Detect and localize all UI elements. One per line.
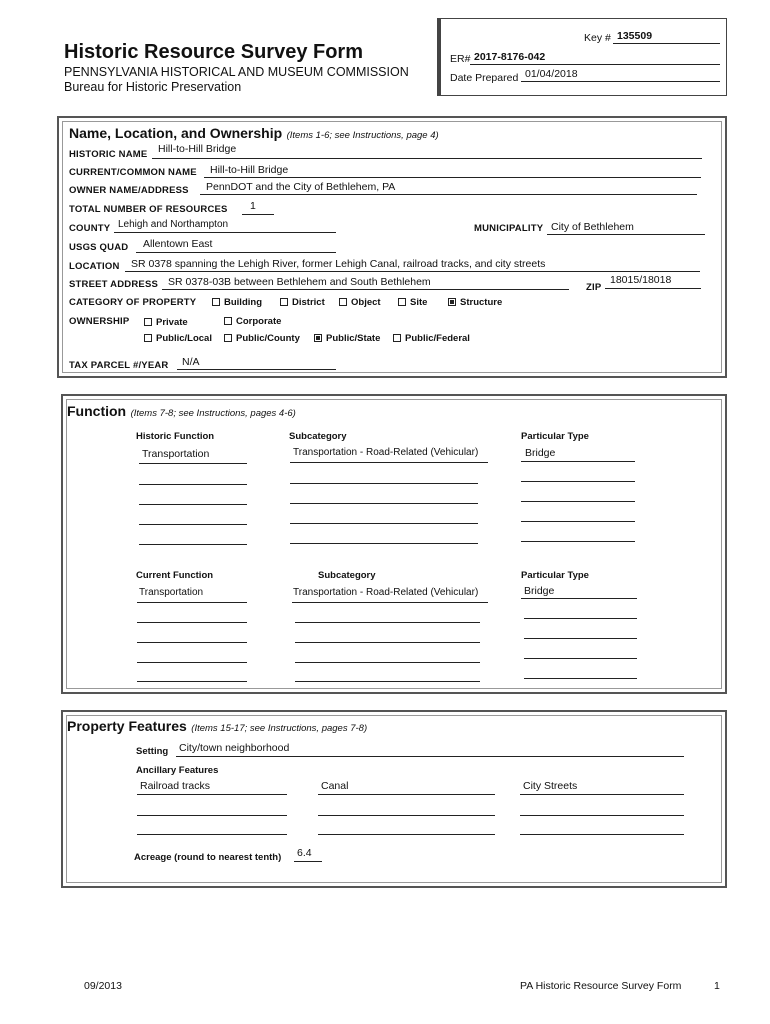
historic-subcategory-line — [290, 543, 478, 544]
function-section-title: Function — [67, 403, 127, 419]
acreage-label: Acreage (round to nearest tenth) — [134, 852, 282, 863]
category-building[interactable] — [212, 298, 262, 308]
name-section-note: (Items 1-6; see Instructions, page 4) — [286, 130, 439, 141]
historic-function-field[interactable]: Transportation — [142, 448, 210, 460]
acreage-field[interactable]: 6.4 — [297, 847, 312, 859]
er-label: ER# — [450, 53, 471, 65]
date-value: 01/04/2018 — [525, 68, 578, 80]
setting-line — [176, 756, 684, 757]
er-line — [470, 64, 720, 65]
category-label: CATEGORY OF PROPERTY — [69, 297, 197, 308]
current-type-field[interactable]: Bridge — [524, 585, 555, 597]
footer-date: 09/2013 — [84, 980, 122, 992]
historic-type-line — [521, 461, 635, 462]
historic-type-field[interactable]: Bridge — [525, 447, 556, 459]
municipality-field[interactable]: City of Bethlehem — [551, 221, 634, 233]
tax-parcel-field[interactable]: N/A — [182, 356, 200, 368]
current-subcategory-line — [295, 622, 480, 623]
category-object-label: Object — [351, 297, 381, 308]
ownership-public-federal-label: Public/Federal — [405, 333, 470, 344]
historic-function-line — [139, 463, 247, 464]
setting-label: Setting — [136, 746, 169, 757]
ancillary-line — [318, 794, 495, 795]
category-district[interactable] — [280, 298, 325, 308]
category-site-label: Site — [410, 297, 428, 308]
category-building-label: Building — [224, 297, 262, 308]
ancillary-line — [318, 815, 495, 816]
street-line — [162, 289, 569, 290]
ancillary-line — [318, 834, 495, 835]
owner-line — [200, 194, 697, 195]
ownership-public-county-label: Public/County — [236, 333, 300, 344]
date-line — [521, 81, 720, 82]
current-subcategory-field[interactable]: Transportation - Road-Related (Vehicular) — [293, 587, 479, 598]
date-label: Date Prepared — [450, 72, 519, 84]
current-subcategory-line — [295, 642, 480, 643]
current-function-line — [137, 681, 247, 682]
property-section-title: Property Features — [67, 718, 187, 734]
tax-parcel-line — [177, 369, 336, 370]
checkbox-icon[interactable] — [280, 298, 288, 306]
checkbox-checked-icon[interactable] — [314, 334, 322, 342]
historic-name-label: HISTORIC NAME — [69, 149, 148, 160]
zip-label: ZIP — [586, 282, 602, 293]
ownership-public-local[interactable] — [144, 334, 212, 344]
footer-page-number: 1 — [714, 980, 720, 992]
historic-subcategory-line — [290, 503, 478, 504]
ownership-label: OWNERSHIP — [69, 316, 130, 327]
property-section-heading — [67, 719, 367, 735]
common-name-label: CURRENT/COMMON NAME — [69, 167, 197, 178]
county-field[interactable]: Lehigh and Northampton — [118, 219, 229, 230]
historic-function-line — [139, 504, 247, 505]
ownership-corporate-label: Corporate — [236, 316, 282, 327]
municipality-label: MUNICIPALITY — [474, 223, 544, 234]
historic-subcategory-field[interactable]: Transportation - Road-Related (Vehicular) — [293, 447, 479, 458]
name-section-heading — [69, 126, 439, 142]
checkbox-icon[interactable] — [212, 298, 220, 306]
category-object[interactable] — [339, 298, 381, 308]
ancillary-line — [520, 815, 684, 816]
function-section-heading — [67, 404, 296, 420]
usgs-label: USGS QUAD — [69, 242, 129, 253]
ownership-corporate[interactable] — [224, 317, 281, 327]
current-type-line — [524, 618, 637, 619]
category-site[interactable] — [398, 298, 427, 308]
current-subcategory-header: Subcategory — [318, 570, 376, 581]
ownership-public-local-label: Public/Local — [156, 333, 212, 344]
current-type-line — [524, 658, 637, 659]
tax-parcel-label: TAX PARCEL #/YEAR — [69, 360, 169, 371]
checkbox-icon[interactable] — [398, 298, 406, 306]
checkbox-icon[interactable] — [144, 334, 152, 342]
common-name-line — [204, 177, 701, 178]
zip-field[interactable]: 18015/18018 — [610, 274, 672, 286]
owner-label: OWNER NAME/ADDRESS — [69, 185, 189, 196]
historic-function-line — [139, 484, 247, 485]
historic-name-field[interactable]: Hill-to-Hill Bridge — [158, 143, 237, 155]
footer-form-name: PA Historic Resource Survey Form — [520, 980, 682, 992]
er-value: 2017-8176-042 — [474, 51, 546, 63]
historic-name-line — [152, 158, 702, 159]
historic-function-line — [139, 544, 247, 545]
key-label: Key # — [584, 32, 611, 44]
owner-field[interactable]: PennDOT and the City of Bethlehem, PA — [206, 181, 396, 193]
historic-type-line — [521, 541, 635, 542]
ancillary-feature-2[interactable]: Canal — [321, 780, 349, 792]
street-field[interactable]: SR 0378-03B between Bethlehem and South Bethlehem — [168, 276, 431, 288]
usgs-field[interactable]: Allentown East — [143, 238, 213, 250]
current-function-line — [137, 622, 247, 623]
historic-type-line — [521, 481, 635, 482]
ancillary-line — [137, 794, 287, 795]
key-line — [613, 43, 720, 44]
bureau-name: Bureau for Historic Preservation — [64, 80, 242, 94]
category-structure-label: Structure — [460, 297, 503, 308]
resources-line — [242, 214, 274, 215]
ancillary-features-label: Ancillary Features — [136, 765, 219, 776]
current-function-line — [137, 602, 247, 603]
checkbox-icon[interactable] — [224, 334, 232, 342]
current-type-line — [524, 638, 637, 639]
ownership-public-county[interactable] — [224, 334, 300, 344]
historic-function-line — [139, 524, 247, 525]
ancillary-line — [137, 834, 287, 835]
current-function-line — [137, 662, 247, 663]
historic-subcategory-line — [290, 523, 478, 524]
historic-type-line — [521, 521, 635, 522]
location-line — [125, 271, 700, 272]
historic-function-header: Historic Function — [136, 431, 215, 442]
ancillary-line — [137, 815, 287, 816]
ownership-private[interactable] — [144, 318, 188, 328]
form-title: Historic Resource Survey Form — [64, 41, 363, 63]
agency-name: PENNSYLVANIA HISTORICAL AND MUSEUM COMMISSION — [64, 65, 409, 79]
key-value: 135509 — [617, 30, 653, 42]
ownership-public-state[interactable] — [314, 334, 380, 344]
category-district-label: District — [292, 297, 325, 308]
ancillary-line — [520, 794, 684, 795]
current-type-line — [521, 598, 637, 599]
checkbox-checked-icon[interactable] — [448, 298, 456, 306]
ancillary-feature-1[interactable]: Railroad tracks — [140, 780, 211, 792]
current-type-line — [524, 678, 637, 679]
county-line — [114, 232, 336, 233]
location-field[interactable]: SR 0378 spanning the Lehigh River, former Lehigh Canal, railroad tracks, and city streets — [131, 258, 546, 270]
checkbox-icon[interactable] — [144, 318, 152, 326]
ancillary-feature-3[interactable]: City Streets — [523, 780, 578, 792]
zip-line — [605, 288, 701, 289]
setting-field[interactable]: City/town neighborhood — [179, 742, 290, 754]
checkbox-icon[interactable] — [393, 334, 401, 342]
ancillary-line — [520, 834, 684, 835]
current-type-header: Particular Type — [521, 570, 589, 581]
historic-type-header: Particular Type — [521, 431, 589, 442]
usgs-line — [136, 252, 336, 253]
property-section-note: (Items 15-17; see Instructions, pages 7-8) — [191, 723, 368, 734]
location-label: LOCATION — [69, 261, 120, 272]
current-subcategory-line — [295, 662, 480, 663]
historic-subcategory-line — [290, 483, 478, 484]
historic-type-line — [521, 501, 635, 502]
ownership-public-state-label: Public/State — [326, 333, 381, 344]
name-section-title: Name, Location, and Ownership — [69, 125, 283, 141]
ownership-private-label: Private — [156, 317, 188, 328]
function-section-note: (Items 7-8; see Instructions, pages 4-6) — [130, 408, 296, 419]
historic-subcategory-line — [290, 462, 488, 463]
historic-subcategory-header: Subcategory — [289, 431, 347, 442]
ownership-public-federal[interactable] — [393, 334, 470, 344]
acreage-line — [294, 861, 322, 862]
current-function-field[interactable]: Transportation — [139, 587, 204, 598]
current-function-header: Current Function — [136, 570, 214, 581]
municipality-line — [547, 234, 705, 235]
common-name-field[interactable]: Hill-to-Hill Bridge — [210, 164, 289, 176]
county-label: COUNTY — [69, 223, 111, 234]
resources-field[interactable]: 1 — [250, 200, 256, 212]
current-function-line — [137, 642, 247, 643]
current-subcategory-line — [295, 681, 480, 682]
resources-label: TOTAL NUMBER OF RESOURCES — [69, 204, 228, 215]
checkbox-icon[interactable] — [224, 317, 232, 325]
street-label: STREET ADDRESS — [69, 279, 159, 290]
current-subcategory-line — [292, 602, 488, 603]
checkbox-icon[interactable] — [339, 298, 347, 306]
category-structure[interactable] — [448, 298, 502, 308]
